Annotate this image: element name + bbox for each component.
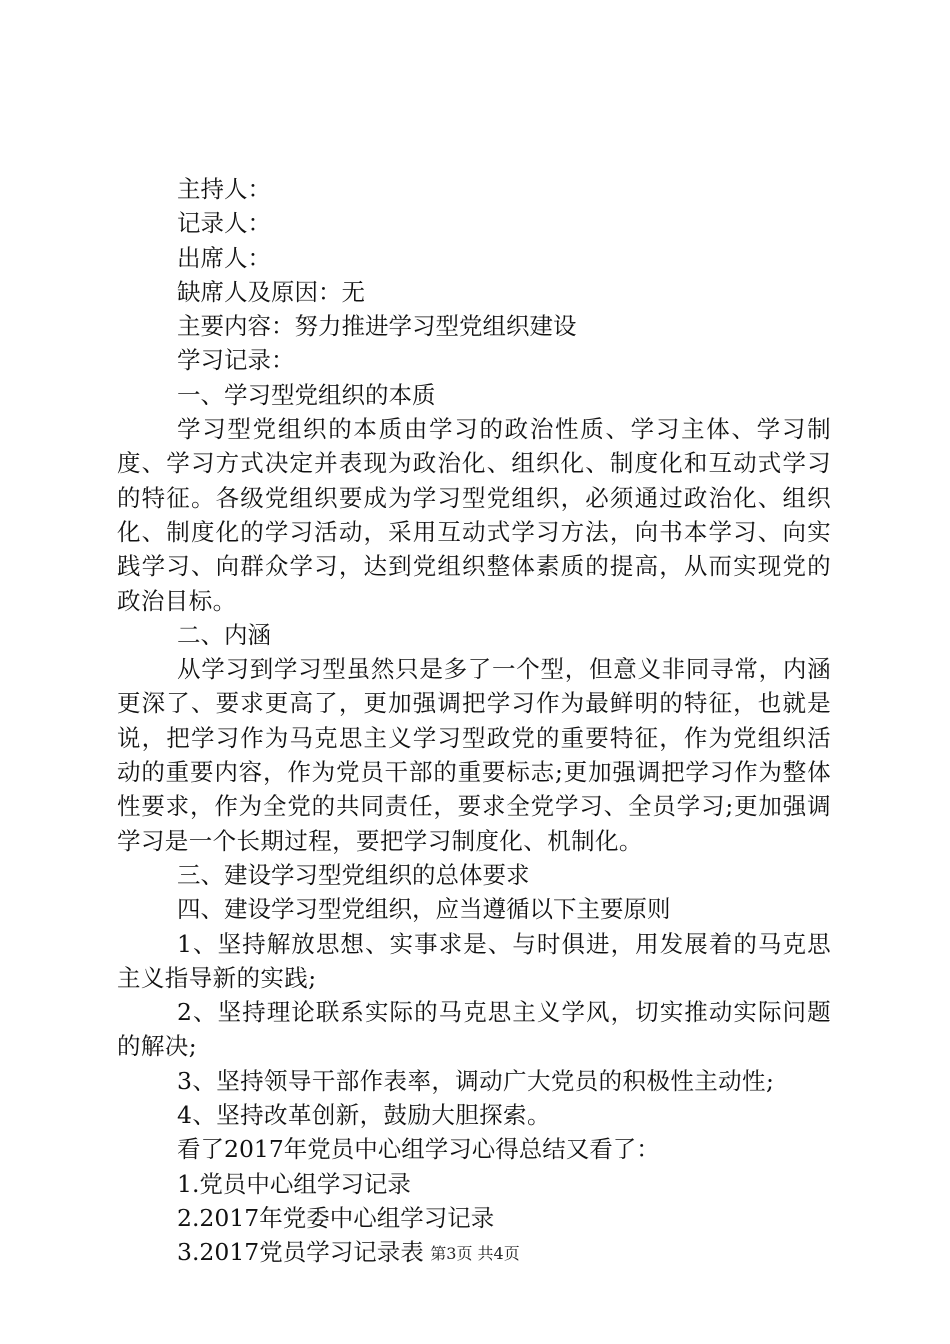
attendees-line: 出席人： [177,243,271,272]
principle-item: 1、坚持解放思想、实事求是、与时俱进，用发展着的马克思主义指导新的实践; [117,929,831,992]
related-link[interactable]: 3.2017党员学习记录表 [177,1238,424,1267]
paragraph-essence: 学习型党组织的本质由学习的政治性质、学习主体、学习制度、学习方式决定并表现为政治化、组织化、制度化和互动式学习的特征。各级党组织要成为学习型党组织，必须通过政治化、组织化、制度化的学习活动，采用互动式学习方法，向书本学习、向实践学习、向群众学习，达到党组织整体素质的提高，从而实现党的政治目标。 [117,415,831,615]
principle-item: 2、坚持理论联系实际的马克思主义学风，切实推动实际问题的解决; [117,998,831,1061]
absentees-line: 缺席人及原因：无 [177,277,365,306]
principle-item: 4、坚持改革创新，鼓励大胆探索。 [177,1101,551,1130]
main-content-line: 主要内容：努力推进学习型党组织建设 [177,312,577,341]
study-record-label: 学习记录： [177,346,295,375]
paragraph-connotation: 从学习到学习型虽然只是多了一个型，但意义非同寻常，内涵更深了、要求更高了，更加强调把学习作为最鲜明的特征，也就是说，把学习作为马克思主义学习型政党的重要特征，作为党组织活动的重要内容，作为党员干部的重要标志;更加强调把学习作为整体性要求，作为全党的共同责任，要求全党学习、全员学习;更加强调学习是一个长期过程，要把学习制度化、机制化。 [117,655,831,855]
section-heading-essence: 一、学习型党组织的本质 [177,380,436,409]
related-link[interactable]: 1.党员中心组学习记录 [177,1169,411,1198]
section-heading-principles: 四、建设学习型党组织，应当遵循以下主要原则 [177,895,671,924]
related-intro: 看了2017年党员中心组学习心得总结又看了： [177,1135,660,1164]
document-body [117,172,831,1270]
page-footer: 第3页 共4页 [430,1244,520,1263]
host-line: 主持人： [177,175,271,203]
section-heading-connotation: 二、内涵 [177,620,271,649]
related-link[interactable]: 2.2017年党委中心组学习记录 [177,1203,495,1232]
section-heading-requirements: 三、建设学习型党组织的总体要求 [177,860,530,889]
principle-item: 3、坚持领导干部作表率，调动广大党员的积极性主动性; [177,1066,775,1095]
recorder-line: 记录人： [177,209,271,238]
